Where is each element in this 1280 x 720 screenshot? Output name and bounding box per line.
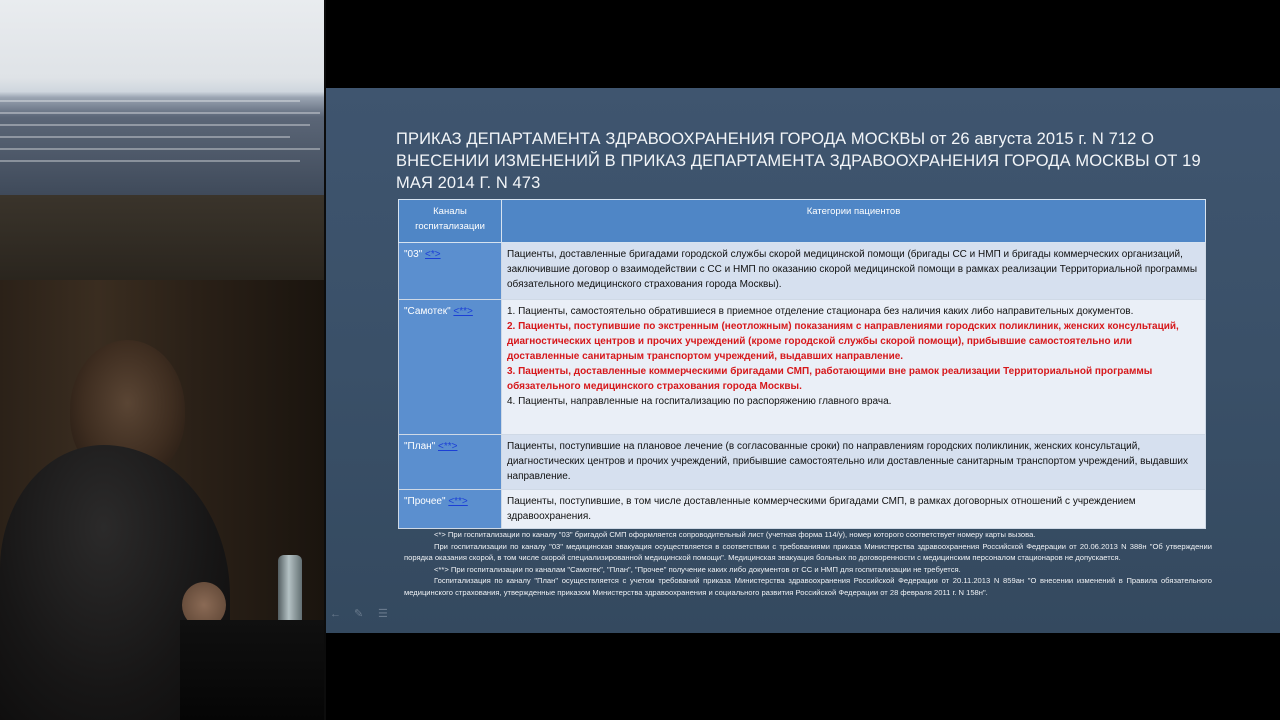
category-item: 1. Пациенты, самостоятельно обратившиеся в приемное отделение стационара без наличия каких либо направительных документов. (507, 306, 1134, 317)
menu-icon[interactable]: ☰ (378, 608, 388, 620)
channel-label: "Прочее" (404, 496, 446, 507)
presentation-slide (326, 88, 1280, 633)
footnote-2: При госпитализации по каналу "03" медицинская эвакуация осуществляется в соответствии с требованиями приказа Министерства здравоохранения Российской Федерации от 20.06.2013 N 388н "Об утверждении порядка оказания скорой, в том числе скорой специализированной медицинской помощи". Медицинская эвакуация больных по договоренности с медицинским персоналом стационаров не допускается. (404, 541, 1212, 562)
arrow-left-icon[interactable]: ← (330, 608, 341, 620)
category-item: 4. Пациенты, направленные на госпитализацию по распоряжению главного врача. (507, 396, 892, 407)
slide-title: ПРИКАЗ ДЕПАРТАМЕНТА ЗДРАВООХРАНЕНИЯ ГОРОДА МОСКВЫ от 26 августа 2015 г. N 712 О ВНЕСЕНИИ ИЗМЕНЕНИЙ В ПРИКАЗ ДЕПАРТАМЕНТА ЗДРАВООХРАНЕНИЯ ГОРОДА МОСКВЫ ОТ 19 МАЯ 2014 Г. N 473 (396, 130, 1201, 192)
category-item-emphasized: 3. Пациенты, доставленные коммерческими бригадами СМП, работающими вне рамок реализации Территориальной программы обязательного медицинского страхования города Москвы. (507, 366, 1153, 392)
footnote-link[interactable]: <**> (448, 496, 468, 507)
slide-navigation (330, 608, 392, 622)
footnote-link[interactable]: <**> (453, 306, 473, 317)
channel-cell (399, 300, 502, 435)
channel-label: "03" (404, 249, 423, 260)
pen-icon[interactable]: ✎ (354, 608, 364, 620)
table-row (399, 490, 1206, 529)
water-bottle (278, 555, 302, 630)
header-channels: Каналы госпитализации (399, 200, 502, 243)
table-row (399, 435, 1206, 490)
channel-label: "План" (404, 441, 436, 452)
category-cell: Пациенты, поступившие, в том числе доставленные коммерческими бригадами СМП, в рамках договорных отношений с учреждением здравоохранения. (502, 490, 1206, 529)
category-item-emphasized: 2. Пациенты, поступившие по экстренным (неотложным) показаниям с направлениями городских поликлиник, женских консультаций, диагностических центров и прочих учреждений (кроме городской службы скорой помощи), прибывшие самостоятельно или доставленные санитарным транспортом учреждений, выдавших направление. (507, 321, 1179, 362)
table-row (399, 243, 1206, 300)
footnote-1: <*> При госпитализации по каналу "03" бригадой СМП оформляется сопроводительный лист (учетная форма 114/у), номер которого соответствует номеру карты вызова. (434, 530, 1036, 539)
channel-label: "Самотек" (404, 306, 451, 317)
footnote-link[interactable]: <**> (438, 441, 458, 452)
lectern (180, 620, 326, 720)
footnotes (404, 529, 1212, 598)
category-cell (502, 300, 1206, 435)
back-wall (0, 195, 326, 280)
table-row (399, 300, 1206, 435)
footnote-3: <**> При госпитализации по каналам "Самотек", "План", "Прочее" получение каких либо документов от СС и НМП для госпитализации не требуется. (434, 564, 961, 574)
category-cell: Пациенты, поступившие на плановое лечение (в согласованные сроки) по направлениям городских поликлиник, женских консультаций, диагностических центров и прочих учреждений, прибывшие самостоятельно или доставленные санитарным транспортом учреждений, выдавших направление. (502, 435, 1206, 490)
speaker-video-feed (0, 0, 326, 720)
header-categories: Категории пациентов (502, 200, 1206, 243)
channel-cell (399, 243, 502, 300)
footnote-4: Госпитализация по каналу "План" осуществляется с учетом требований приказа Министерства здравоохранения Российской Федерации от 20.11.2013 N 859ан "О внесении изменений в Правила обязательного медицинского страхования, утвержденные приказом Министерства здравоохранения и социального развития Российской Федерации от 28 февраля 2011 г. N 158н". (404, 576, 1212, 597)
footnote-link[interactable]: <*> (425, 249, 441, 260)
channel-cell (399, 435, 502, 490)
category-cell: Пациенты, доставленные бригадами городской службы скорой медицинской помощи (бригады СС и НМП и бригады коммерческих организаций, заключившие договор о взаимодействии с СС и НМП по оказанию скорой медицинской помощи в рамках реализации Территориальной программы обязательного медицинского страхования города Москвы). (502, 243, 1206, 300)
table-header-row (399, 200, 1206, 243)
patient-categories-table (398, 199, 1206, 529)
projector-screen-background (0, 0, 326, 195)
channel-cell (399, 490, 502, 529)
